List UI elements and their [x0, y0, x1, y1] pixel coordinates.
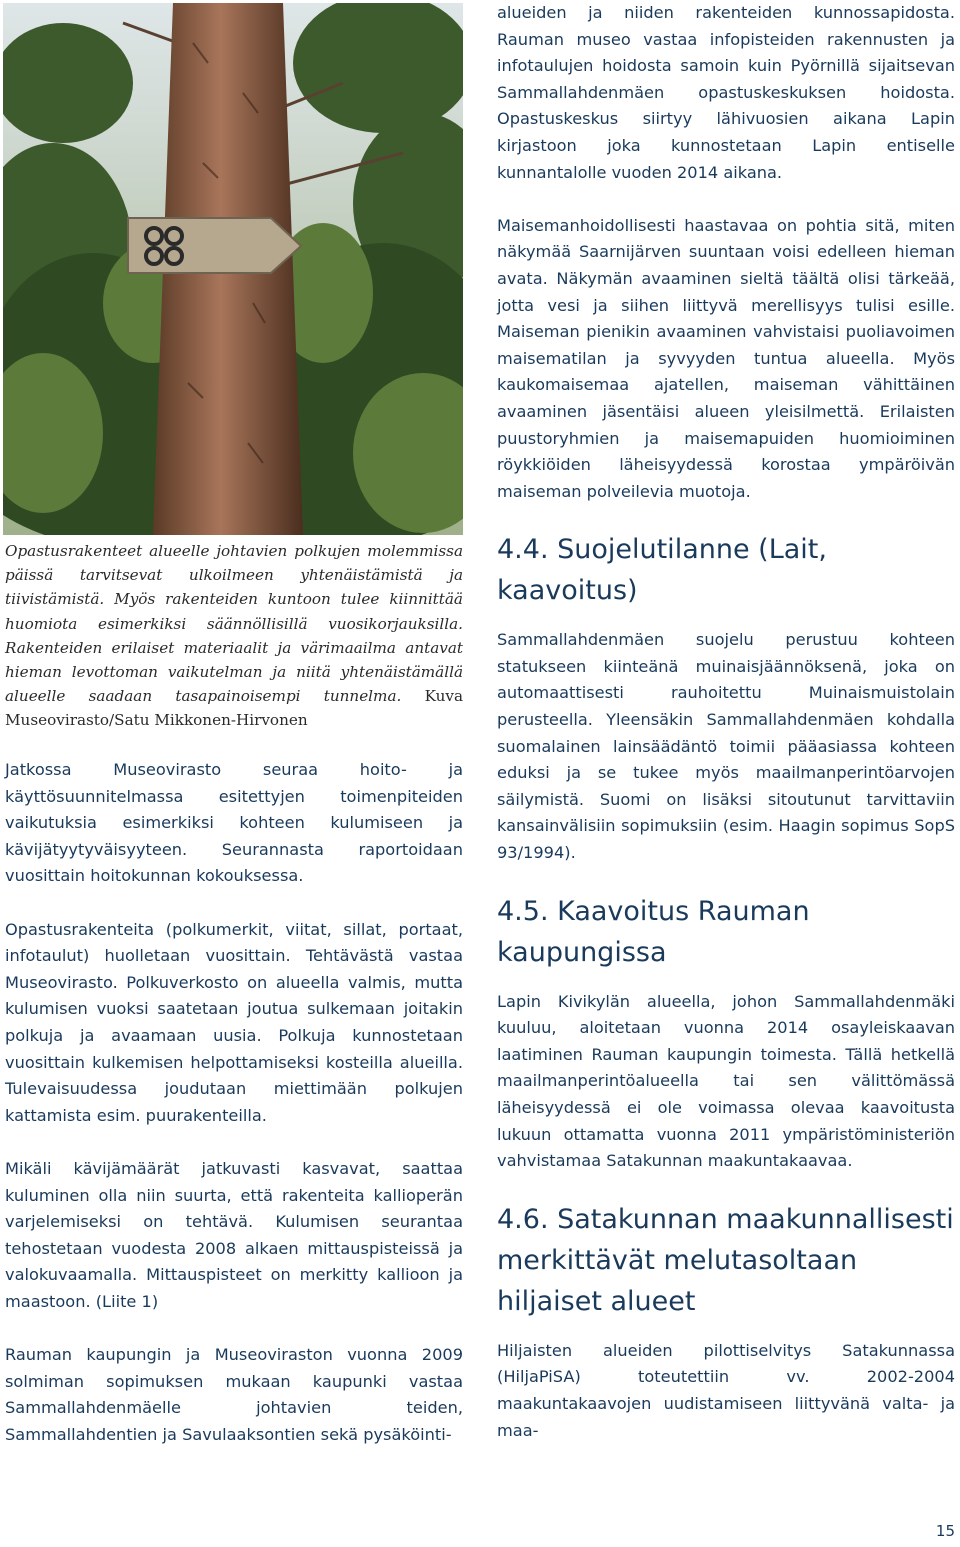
section-heading-4-5: 4.5. Kaavoitus Rauman kaupungissa [497, 895, 810, 968]
paragraph: Opastusrakenteita (polkumerkit, viitat, sillat, portaat, infotaulut) huolletaan vuosittain. Tehtävästä vastaa Museovirasto. Polkuverkosto on alueella valmis, mutta kulumisen vuoksi saatetaan joutua sulkemaan joitakin polkuja ja avaamaan uusia. Polkuja kunnostetaan vuosittain kulkemisen helpottamiseksi kosteilla alueilla. Tulevaisuudessa joudutaan miettimään polkujen kattamista esim. puurakenteilla. [5, 919, 463, 1125]
caption-text: Opastusrakenteet alueelle johtavien polkujen molemmissa päissä tarvitsevat ulkoilmeen yhtenäistämistä ja tiivistämistä. Myös rakenteiden kuntoon tulee kiinnittää huomiota esimerkiksi säännöllisillä vuosikorjauksilla. Rakenteiden erilaiset materiaalit ja värimaailma antavat hieman levottoman vaikutelman ja niitä yhtenäistämällä alueelle saadaan tasapainoisempi tunnelma. [5, 542, 463, 706]
photo-caption [5, 539, 463, 733]
paragraph: Lapin Kivikylän alueella, johon Sammallahdenmäki kuuluu, aloitetaan vuonna 2014 osayleiskaavan laatiminen Rauman kaupungin toimesta. Tällä hetkellä maailmanperintöalueella tai sen välittömässä läheisyydessä ei ole voimassa olevaa kaavoitusta lukuun ottamatta vuonna 2011 ympäristöministeriön vahvistamaa Satakunnan maakuntakaavaa. [497, 991, 955, 1171]
left-column [5, 757, 463, 1448]
section-heading-4-6: 4.6. Satakunnan maakunnallisesti merkittävät melutasoltaan hiljaiset alueet [497, 1203, 954, 1317]
paragraph: Maisemanhoidollisesti haastavaa on pohtia sitä, miten näkymää Saarnijärven suuntaan voisi edelleen hieman avata. Näkymän avaaminen sieltä täältä olisi tärkeää, jotta vesi ja siihen liittyvä merellisyys tulisi esille. Maiseman pienikin avaaminen vahvistaisi puoliavoimen maisematilan ja syvyyden tuntua alueella. Myös kaukomaisemaa ajatellen, maiseman vähittäinen avaaminen jäsentäisi alueen yleisilmettä. Erilaisten puustoryhmien ja maisemapuiden huomioiminen röykkiöiden läheisyydessä korostaa ympäröivän maiseman polveilevia muotoja. [497, 215, 955, 501]
page-number: 15 [935, 1522, 955, 1540]
right-column [497, 0, 955, 1444]
forest-illustration [3, 3, 463, 535]
paragraph: Hiljaisten alueiden pilottiselvitys Satakunnassa (HiljaPiSA) toteutettiin vv. 2002-2004 maakuntakaavojen uudistamiseen liittyvänä valta- ja maa- [497, 1340, 955, 1440]
paragraph: Sammallahdenmäen suojelu perustuu kohteen statukseen kiinteänä muinaisjäännöksenä, joka on automaattisesti rauhoitettu Muinaismuistolain perusteella. Yleensäkin Sammallahdenmäen kohdalla suomalainen lainsäädäntö toimii pääasiassa kohteen eduksi ja se tukee myös maailmanperintöarvojen säilymistä. Suomi on lisäksi sitoutunut tarvittaviin kansainvälisiin sopimuksiin (esim. Haagin sopimus SopS 93/1994). [497, 630, 955, 863]
paragraph: Mikäli kävijämäärät jatkuvasti kasvavat, saattaa kuluminen olla niin suurta, että rakenteita kallioperän varjelemiseksi on tehtävä. Kulumisen seurantaa tehostetaan vuodesta 2008 alkaen mittauspisteissä ja valokuvaamalla. Mittauspisteet on merkitty kallioon ja maastoon. (Liite 1) [5, 1158, 463, 1311]
paragraph: Rauman kaupungin ja Museoviraston vuonna 2009 solmiman sopimuksen mukaan kaupunki vastaa Sammallahdenmäelle johtavien teiden, Sammallahdentien ja Savulaaksontien sekä pysäköinti- [5, 1345, 463, 1444]
arrow-sign [128, 218, 301, 273]
caption-credit: Kuva Museovirasto/Satu Mikkonen-Hirvonen [5, 687, 464, 730]
trail-sign-photo [3, 3, 463, 535]
paragraph: alueiden ja niiden rakenteiden kunnossapidosta. Rauman museo vastaa infopisteiden rakennusten ja infotaulujen hoidosta samoin kuin Pyörnillä sijaitsevan Sammallahdenmäen opastuskeskuksen hoidosta. Opastuskeskus siirtyy lähivuosien aikana Lapin kirjastoon joka kunnostetaan Lapin entiselle kunnantalolle vuoden 2014 aikana. [497, 3, 955, 182]
section-heading-4-4: 4.4. Suojelutilanne (Lait, kaavoitus) [497, 534, 827, 607]
paragraph: Jatkossa Museovirasto seuraa hoito- ja käyttösuunnitelmassa esitettyjen toimenpiteiden vaikutuksia esimerkiksi kohteen kulumiseen ja kävijätyytyväisyyteen. Seurannasta raportoidaan vuosittain hoitokunnan kokouksessa. [5, 760, 463, 886]
